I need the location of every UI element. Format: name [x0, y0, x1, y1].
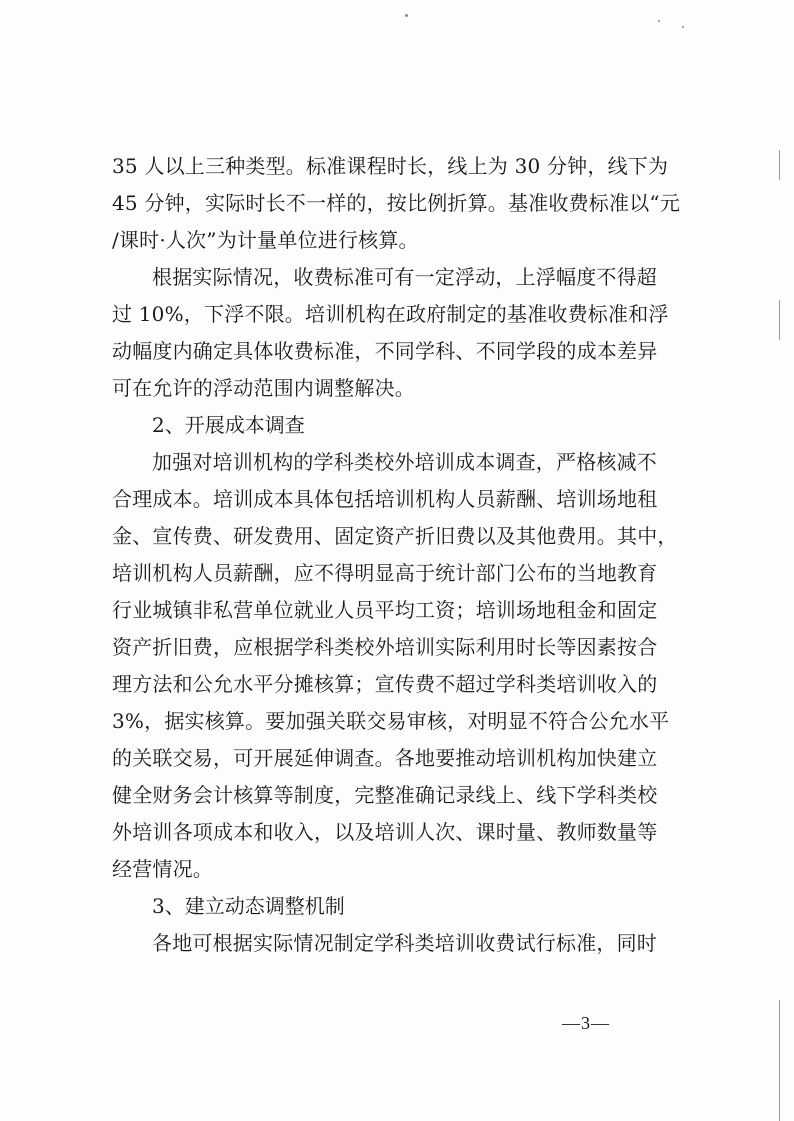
paragraph-line: 动幅度内确定具体收费标准，不同学科、不同学段的成本差异 — [112, 339, 658, 363]
paragraph-line: 理方法和公允水平分摊核算；宣传费不超过学科类培训收入的 — [112, 672, 658, 696]
paragraph-line: 行业城镇非私营单位就业人员平均工资；培训场地租金和固定 — [112, 598, 658, 622]
paragraph-line: 根据实际情况，收费标准可有一定浮动，上浮幅度不得超 — [152, 265, 657, 289]
paragraph-line: /课时·人次”为计量单位进行核算。 — [112, 228, 419, 252]
scan-edge-line — [779, 300, 780, 340]
paragraph-line: 可在允许的浮动范围内调整解决。 — [112, 376, 415, 400]
paragraph-line: 过 10%，下浮不限。培训机构在政府制定的基准收费标准和浮 — [112, 302, 669, 326]
paragraph-line: 外培训各项成本和收入，以及培训人次、课时量、教师数量等 — [112, 820, 658, 844]
scan-edge-line — [779, 1000, 780, 1121]
paragraph-line: 健全财务会计核算等制度，完整准确记录线上、线下学科类校 — [112, 783, 658, 807]
paragraph-line: 各地可根据实际情况制定学科类培训收费试行标准，同时 — [152, 931, 657, 955]
paragraph-line: 35 人以上三种类型。标准课程时长，线上为 30 分钟，线下为 — [112, 154, 669, 178]
paragraph-line: 加强对培训机构的学科类校外培训成本调查，严格核减不 — [152, 450, 657, 474]
paragraph-line: 合理成本。培训成本具体包括培训机构人员薪酬、培训场地租 — [112, 487, 658, 511]
paragraph-line: 45 分钟，实际时长不一样的，按比例折算。基准收费标准以“元 — [112, 191, 681, 215]
scan-speck — [682, 26, 684, 28]
paragraph-line: 3%，据实核算。要加强关联交易审核，对明显不符合公允水平 — [112, 709, 670, 733]
paragraph-line: 资产折旧费，应根据学科类校外培训实际利用时长等因素按合 — [112, 635, 658, 659]
scan-edge-line — [779, 150, 780, 180]
section-heading: 3、建立动态调整机制 — [152, 894, 345, 918]
paragraph-line: 金、宣传费、研发费用、固定资产折旧费以及其他费用。其中， — [112, 524, 678, 548]
paragraph-line: 经营情况。 — [112, 857, 213, 881]
paragraph-line: 的关联交易，可开展延伸调查。各地要推动培训机构加快建立 — [112, 746, 658, 770]
scan-speck — [405, 14, 408, 17]
document-body — [112, 148, 687, 962]
paragraph-line: 培训机构人员薪酬，应不得明显高于统计部门公布的当地教育 — [112, 561, 658, 585]
page-number: —3— — [562, 1013, 610, 1033]
section-heading: 2、开展成本调查 — [152, 413, 305, 437]
scan-speck — [658, 20, 660, 22]
